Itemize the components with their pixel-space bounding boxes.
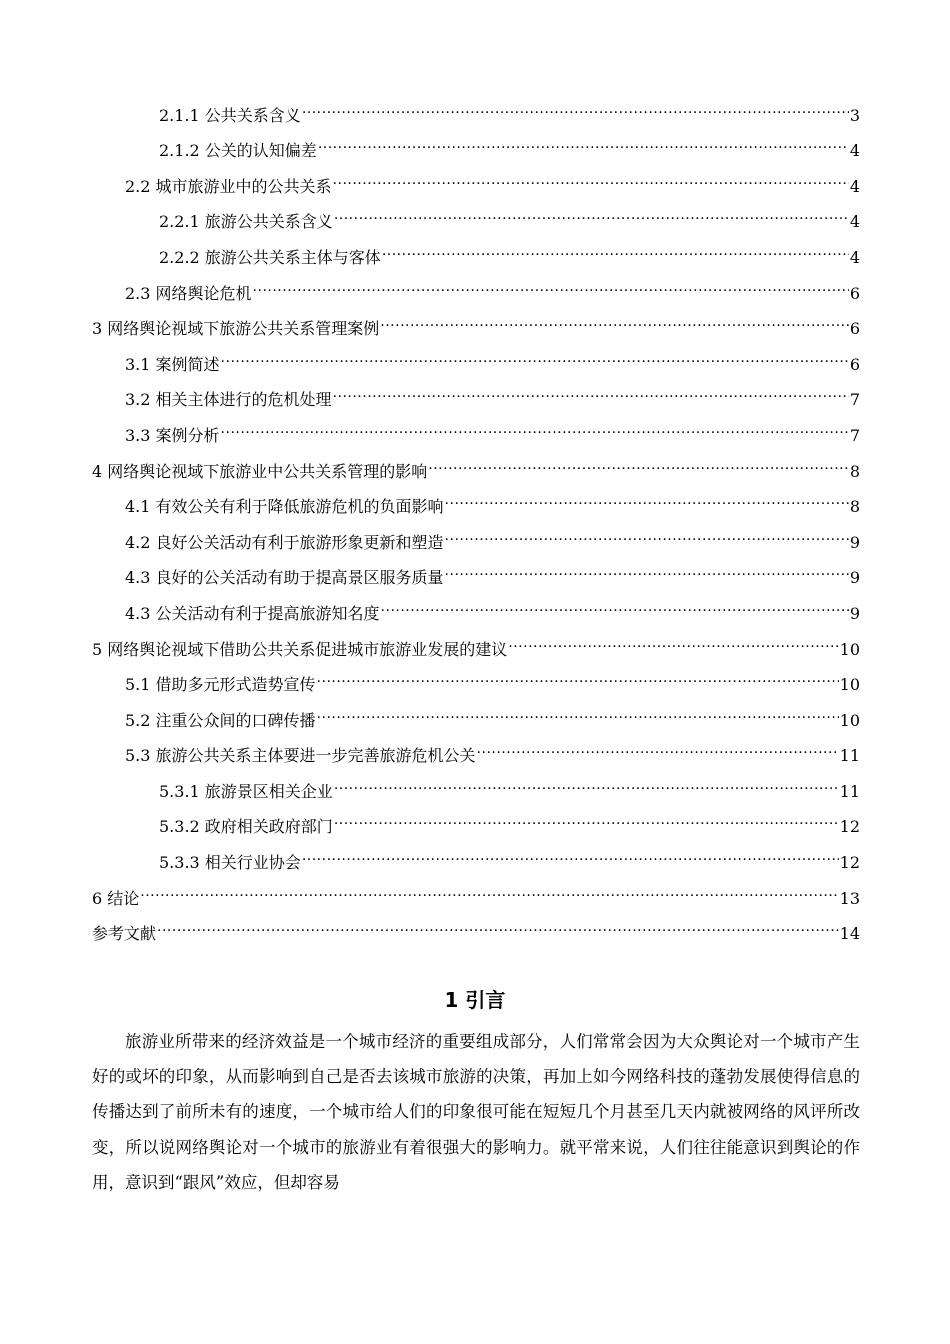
toc-dot-leader — [508, 619, 838, 655]
toc-entry-page-number: 6 — [849, 354, 860, 374]
toc-entry[interactable] — [92, 85, 860, 125]
toc-dot-leader — [318, 121, 849, 157]
toc-entry-title: 4.3 良好的公关活动有助于提高景区服务质量 — [125, 568, 444, 588]
toc-entry-title: 3.2 相关主体进行的危机处理 — [125, 390, 332, 410]
toc-entry-page-number: 7 — [849, 425, 860, 445]
toc-dot-leader — [445, 512, 849, 548]
toc-entry-page-number: 10 — [839, 639, 860, 659]
toc-entry-title: 5.1 借助多元形式造势宣传 — [125, 675, 316, 695]
toc-entry-title: 5.3.3 相关行业协会 — [159, 853, 301, 873]
toc-dot-leader — [445, 548, 849, 584]
toc-entry-page-number: 10 — [839, 675, 860, 695]
toc-entry-title: 5.2 注重公众间的口碑传播 — [125, 710, 316, 730]
toc-entry-title: 4 网络舆论视域下旅游业中公共关系管理的影响 — [92, 461, 428, 481]
toc-dot-leader — [445, 477, 849, 513]
toc-dot-leader — [302, 85, 849, 121]
toc-entry-page-number: 14 — [839, 924, 860, 944]
toc-entry-title: 3.1 案例简述 — [125, 354, 220, 374]
toc-entry-page-number: 7 — [849, 390, 860, 410]
toc-entry-page-number: 11 — [839, 781, 860, 801]
toc-dot-leader — [381, 583, 849, 619]
toc-dot-leader — [333, 370, 849, 406]
toc-entry[interactable] — [92, 904, 860, 944]
toc-dot-leader — [157, 904, 839, 940]
toc-entry-page-number: 9 — [849, 568, 860, 588]
toc-entry-title: 6 结论 — [92, 888, 140, 908]
toc-entry-page-number: 8 — [849, 461, 860, 481]
toc-entry-page-number: 12 — [839, 817, 860, 837]
toc-dot-leader — [317, 690, 839, 726]
body-paragraph: 旅游业所带来的经济效益是一个城市经济的重要组成部分，人们常常会因为大众舆论对一个城市产生好的或坏的印象，从而影响到自己是否去该城市旅游的决策，再加上如今网络科技的蓬勃发展使得信息的传播达到了前所未有的速度，一个城市给人们的印象很可能在短短几个月甚至几天内就被网络的风评所改变，所以说网络舆论对一个城市的旅游业有着很强大的影响力。就平常来说，人们往往能意识到舆论的作用，意识到“跟风”效应，但却容易 — [92, 1032, 860, 1192]
toc-dot-leader — [333, 156, 849, 192]
toc-entry[interactable] — [92, 868, 860, 908]
toc-entry-page-number: 4 — [849, 247, 860, 267]
table-of-contents — [92, 85, 860, 944]
toc-dot-leader — [334, 797, 839, 833]
toc-entry-page-number: 4 — [849, 176, 860, 196]
toc-entry-title: 4.3 公关活动有利于提高旅游知名度 — [125, 603, 380, 623]
toc-dot-leader — [382, 227, 849, 263]
toc-entry-page-number: 9 — [849, 603, 860, 623]
toc-dot-leader — [253, 263, 849, 299]
toc-entry-page-number: 12 — [839, 853, 860, 873]
toc-entry-page-number: 4 — [849, 212, 860, 232]
toc-entry-page-number: 6 — [849, 283, 860, 303]
toc-dot-leader — [380, 299, 849, 335]
toc-dot-leader — [317, 655, 839, 691]
toc-dot-leader — [477, 726, 839, 762]
toc-entry-title: 3.3 案例分析 — [125, 425, 220, 445]
toc-dot-leader — [140, 868, 838, 904]
toc-dot-leader — [428, 441, 849, 477]
toc-dot-leader — [302, 832, 839, 868]
toc-entry-title: 5.3 旅游公共关系主体要进一步完善旅游危机公关 — [125, 746, 476, 766]
toc-dot-leader — [221, 334, 849, 370]
toc-entry-title: 5 网络舆论视域下借助公共关系促进城市旅游业发展的建议 — [92, 639, 508, 659]
toc-entry-title: 2.2.2 旅游公共关系主体与客体 — [159, 247, 381, 267]
toc-entry-title: 3 网络舆论视域下旅游公共关系管理案例 — [92, 319, 380, 339]
toc-entry-title: 2.3 网络舆论危机 — [125, 283, 252, 303]
toc-entry-page-number: 10 — [839, 710, 860, 730]
toc-entry-title: 2.2.1 旅游公共关系含义 — [159, 212, 333, 232]
toc-entry-page-number: 6 — [849, 319, 860, 339]
section-heading: 1 引言 — [444, 988, 506, 1012]
toc-entry-page-number: 3 — [849, 105, 860, 125]
toc-dot-leader — [221, 405, 849, 441]
toc-entry-page-number: 4 — [849, 141, 860, 161]
toc-entry-page-number: 8 — [849, 497, 860, 517]
toc-entry-title: 2.1.1 公共关系含义 — [159, 105, 301, 125]
toc-entry-title: 4.1 有效公关有利于降低旅游危机的负面影响 — [125, 497, 444, 517]
toc-entry-page-number: 13 — [839, 888, 860, 908]
toc-entry-title: 2.1.2 公关的认知偏差 — [159, 141, 317, 161]
toc-entry-title: 5.3.2 政府相关政府部门 — [159, 817, 333, 837]
toc-entry-title: 5.3.1 旅游景区相关企业 — [159, 781, 333, 801]
toc-entry-page-number: 11 — [839, 746, 860, 766]
toc-dot-leader — [334, 761, 839, 797]
toc-entry-title: 参考文献 — [92, 924, 157, 944]
toc-entry-title: 4.2 良好公关活动有利于旅游形象更新和塑造 — [125, 532, 444, 552]
toc-entry-title: 2.2 城市旅游业中的公共关系 — [125, 176, 332, 196]
toc-entry-page-number: 9 — [849, 532, 860, 552]
toc-dot-leader — [334, 192, 849, 228]
